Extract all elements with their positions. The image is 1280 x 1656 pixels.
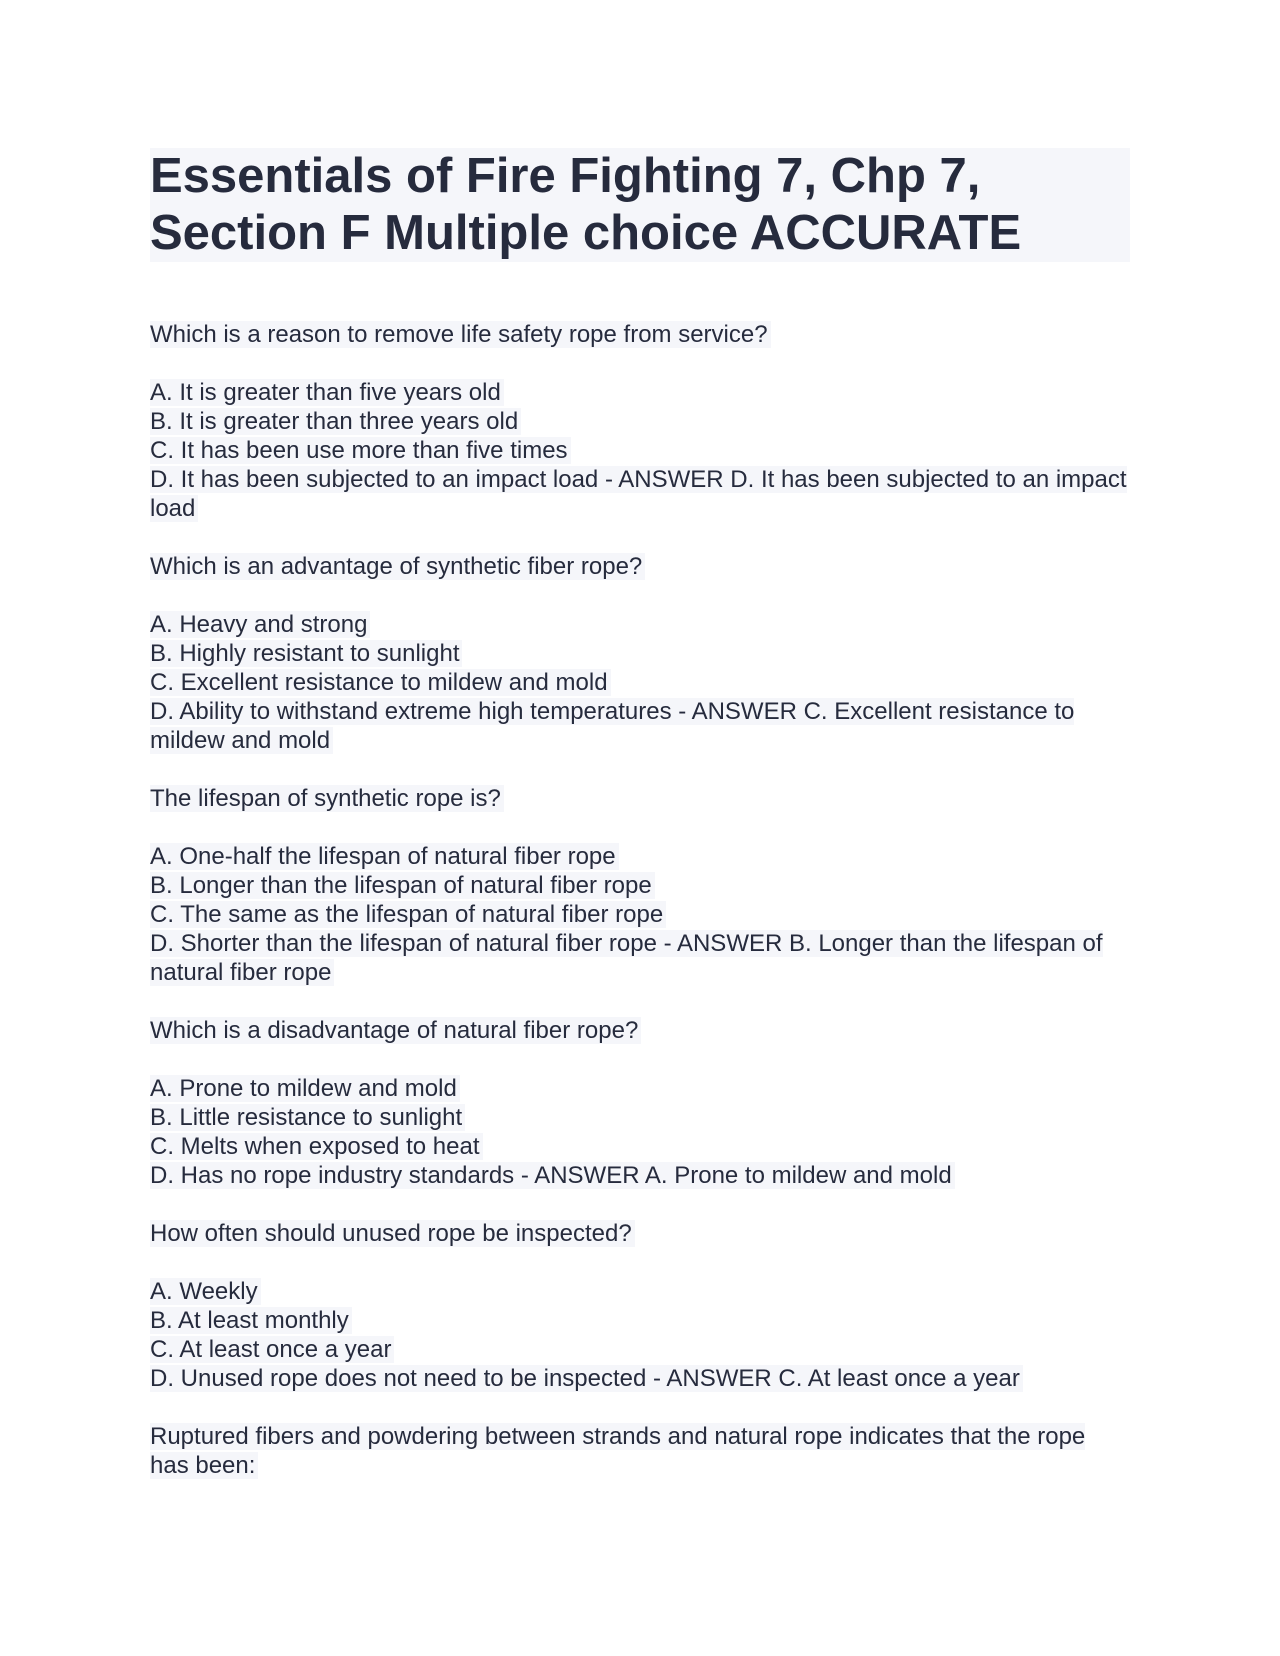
question-text: Which is a disadvantage of natural fiber rope? bbox=[150, 1017, 641, 1044]
question-block bbox=[150, 1016, 1130, 1190]
answer-option: B. Highly resistant to sunlight bbox=[150, 640, 462, 667]
answer-option: C. At least once a year bbox=[150, 1336, 394, 1363]
question-block bbox=[150, 1422, 1130, 1480]
question-text: The lifespan of synthetic rope is? bbox=[150, 785, 504, 812]
answer-option: A. Prone to mildew and mold bbox=[150, 1075, 460, 1102]
question-block bbox=[150, 784, 1130, 987]
title-line-1: Essentials of Fire Fighting 7, Chp 7, bbox=[150, 149, 981, 203]
answer-option-with-answer: D. Shorter than the lifespan of natural fiber rope - ANSWER B. Longer than the lifespan of natural fiber rope bbox=[150, 930, 1103, 986]
answer-option-with-answer: D. Ability to withstand extreme high temperatures - ANSWER C. Excellent resistance to mildew and mold bbox=[150, 698, 1075, 754]
question-block bbox=[150, 1219, 1130, 1393]
title-line-2: Section F Multiple choice ACCURATE bbox=[150, 206, 1022, 260]
question-list bbox=[150, 320, 1130, 1480]
answer-option-with-answer: D. Unused rope does not need to be inspected - ANSWER C. At least once a year bbox=[150, 1365, 1023, 1392]
answer-option-with-answer: D. It has been subjected to an impact load - ANSWER D. It has been subjected to an impact load bbox=[150, 466, 1127, 522]
answer-option: B. Little resistance to sunlight bbox=[150, 1104, 465, 1131]
answer-option: A. Weekly bbox=[150, 1278, 261, 1305]
answer-option: B. At least monthly bbox=[150, 1307, 352, 1334]
question-text: Ruptured fibers and powdering between strands and natural rope indicates that the rope has been: bbox=[150, 1423, 1086, 1479]
document-page bbox=[150, 148, 1130, 1509]
answer-option: A. It is greater than five years old bbox=[150, 379, 504, 406]
question-block bbox=[150, 552, 1130, 755]
question-text: How often should unused rope be inspected? bbox=[150, 1220, 635, 1247]
answer-option: B. It is greater than three years old bbox=[150, 408, 521, 435]
answer-option-with-answer: D. Has no rope industry standards - ANSWER A. Prone to mildew and mold bbox=[150, 1162, 955, 1189]
answer-option: A. Heavy and strong bbox=[150, 611, 370, 638]
document-title bbox=[150, 148, 1130, 262]
question-text: Which is a reason to remove life safety rope from service? bbox=[150, 321, 771, 348]
answer-option: C. Melts when exposed to heat bbox=[150, 1133, 483, 1160]
answer-option: B. Longer than the lifespan of natural fiber rope bbox=[150, 872, 655, 899]
answer-option: C. The same as the lifespan of natural fiber rope bbox=[150, 901, 666, 928]
question-text: Which is an advantage of synthetic fiber rope? bbox=[150, 553, 645, 580]
answer-option: C. It has been use more than five times bbox=[150, 437, 571, 464]
question-block bbox=[150, 320, 1130, 523]
answer-option: C. Excellent resistance to mildew and mold bbox=[150, 669, 611, 696]
answer-option: A. One-half the lifespan of natural fiber rope bbox=[150, 843, 619, 870]
